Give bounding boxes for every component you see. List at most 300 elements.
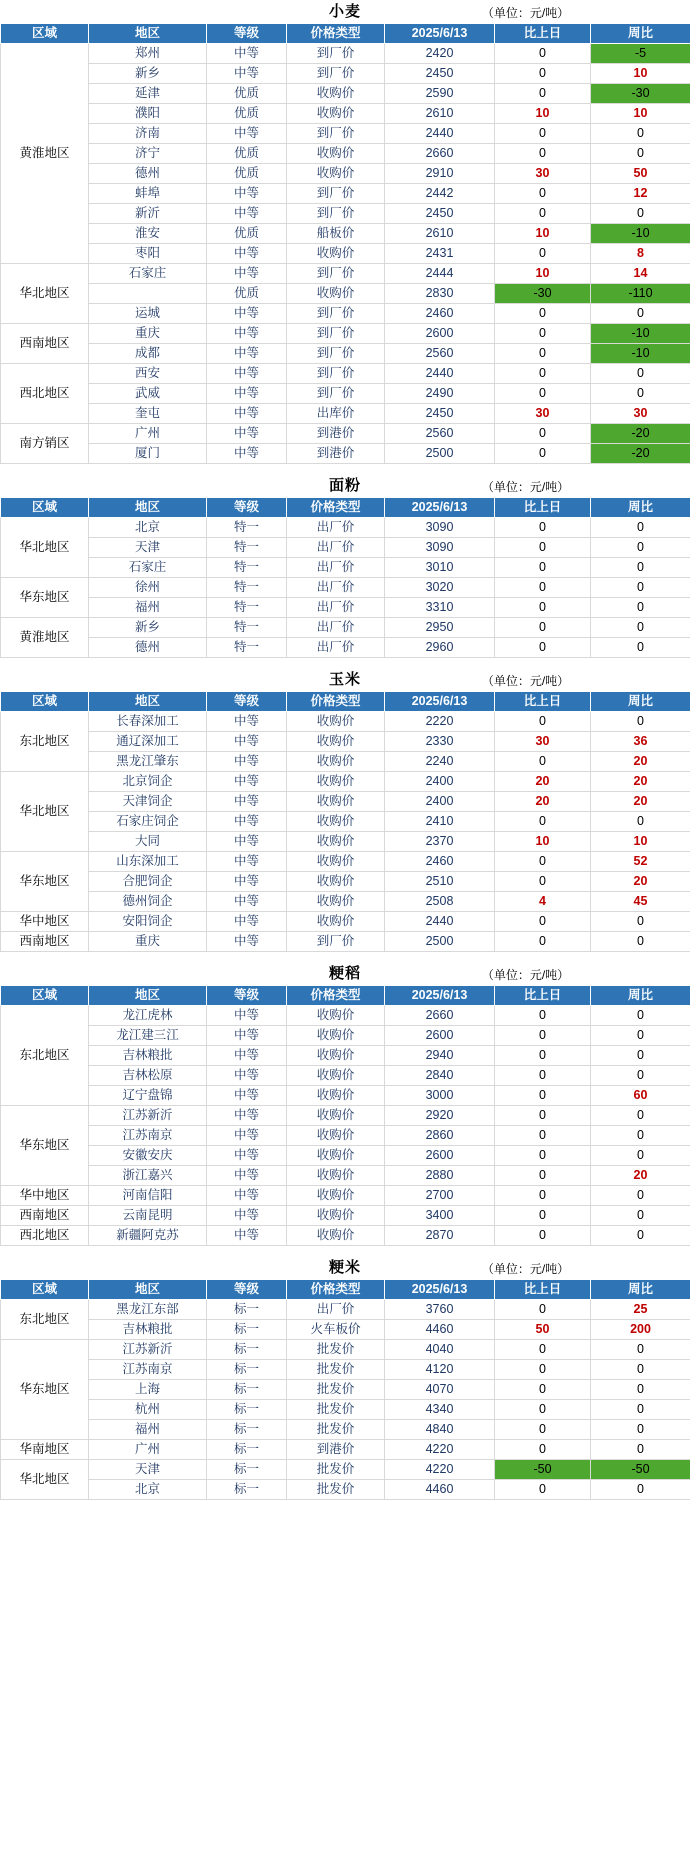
week-change-cell: 0 — [591, 204, 690, 224]
price-cell: 2220 — [385, 712, 495, 732]
grade-cell: 特一 — [207, 578, 287, 598]
place-cell: 枣阳 — [89, 244, 207, 264]
week-change-cell: 0 — [591, 1360, 690, 1380]
grade-cell: 中等 — [207, 872, 287, 892]
price-type-cell: 到厂价 — [287, 124, 385, 144]
table-row — [1, 792, 690, 812]
week-change-cell: 45 — [591, 892, 690, 912]
price-cell: 2610 — [385, 104, 495, 124]
price-cell: 2370 — [385, 832, 495, 852]
unit-label: （单位：元/吨） — [481, 968, 570, 982]
grade-cell: 中等 — [207, 832, 287, 852]
day-change-cell: 0 — [495, 1106, 591, 1126]
table-row — [1, 832, 690, 852]
grade-cell: 中等 — [207, 204, 287, 224]
week-change-cell: 20 — [591, 1166, 690, 1186]
grade-cell: 中等 — [207, 1166, 287, 1186]
column-header: 2025/6/13 — [385, 498, 495, 518]
place-cell: 郑州 — [89, 44, 207, 64]
place-cell — [89, 284, 207, 304]
table-header-row — [1, 692, 690, 712]
price-type-cell: 收购价 — [287, 772, 385, 792]
week-change-cell: 0 — [591, 304, 690, 324]
column-header: 等级 — [207, 692, 287, 712]
place-cell: 天津 — [89, 538, 207, 558]
price-cell: 4340 — [385, 1400, 495, 1420]
table-row — [1, 772, 690, 792]
place-cell: 江苏新沂 — [89, 1106, 207, 1126]
day-change-cell: 10 — [495, 832, 591, 852]
grade-cell: 中等 — [207, 1006, 287, 1026]
place-cell: 德州 — [89, 638, 207, 658]
price-cell: 2660 — [385, 1006, 495, 1026]
grade-cell: 优质 — [207, 104, 287, 124]
price-type-cell: 船板价 — [287, 224, 385, 244]
grade-cell: 特一 — [207, 638, 287, 658]
place-cell: 通辽深加工 — [89, 732, 207, 752]
week-change-cell: 0 — [591, 1146, 690, 1166]
column-header: 周比 — [591, 498, 690, 518]
table-row — [1, 1026, 690, 1046]
day-change-cell: 0 — [495, 518, 591, 538]
week-change-cell: 0 — [591, 578, 690, 598]
table-row — [1, 264, 690, 284]
day-change-cell: 0 — [495, 1300, 591, 1320]
place-cell: 杭州 — [89, 1400, 207, 1420]
price-type-cell: 到厂价 — [287, 184, 385, 204]
day-change-cell: -50 — [495, 1460, 591, 1480]
grade-cell: 特一 — [207, 558, 287, 578]
day-change-cell: 0 — [495, 384, 591, 404]
price-table — [0, 497, 690, 658]
price-cell: 3400 — [385, 1206, 495, 1226]
week-change-cell: -20 — [591, 444, 690, 464]
price-type-cell: 到厂价 — [287, 324, 385, 344]
place-cell: 安阳饲企 — [89, 912, 207, 932]
day-change-cell: 50 — [495, 1320, 591, 1340]
table-title: 面粉 — [329, 477, 362, 494]
table-row — [1, 1086, 690, 1106]
column-header: 周比 — [591, 692, 690, 712]
grade-cell: 中等 — [207, 384, 287, 404]
day-change-cell: 0 — [495, 1046, 591, 1066]
week-change-cell: 0 — [591, 538, 690, 558]
price-cell: 2660 — [385, 144, 495, 164]
table-row — [1, 224, 690, 244]
place-cell: 浙江嘉兴 — [89, 1166, 207, 1186]
day-change-cell: 0 — [495, 1126, 591, 1146]
table-row — [1, 1380, 690, 1400]
day-change-cell: 4 — [495, 892, 591, 912]
week-change-cell: -50 — [591, 1460, 690, 1480]
price-cell: 3090 — [385, 518, 495, 538]
place-cell: 北京 — [89, 1480, 207, 1500]
place-cell: 蚌埠 — [89, 184, 207, 204]
price-cell: 2600 — [385, 324, 495, 344]
week-change-cell: 52 — [591, 852, 690, 872]
grade-cell: 中等 — [207, 852, 287, 872]
table-row — [1, 812, 690, 832]
place-cell: 江苏南京 — [89, 1360, 207, 1380]
place-cell: 龙江虎林 — [89, 1006, 207, 1026]
grade-cell: 标一 — [207, 1440, 287, 1460]
column-header: 2025/6/13 — [385, 692, 495, 712]
table-row — [1, 618, 690, 638]
table-row — [1, 1126, 690, 1146]
week-change-cell: 20 — [591, 872, 690, 892]
day-change-cell: 0 — [495, 852, 591, 872]
table-row — [1, 1400, 690, 1420]
grade-cell: 标一 — [207, 1320, 287, 1340]
week-change-cell: 0 — [591, 1380, 690, 1400]
week-change-cell: -10 — [591, 344, 690, 364]
price-type-cell: 收购价 — [287, 812, 385, 832]
place-cell: 武威 — [89, 384, 207, 404]
week-change-cell: 14 — [591, 264, 690, 284]
price-type-cell: 收购价 — [287, 852, 385, 872]
grade-cell: 优质 — [207, 224, 287, 244]
place-cell: 新乡 — [89, 64, 207, 84]
place-cell: 济南 — [89, 124, 207, 144]
price-cell: 2560 — [385, 424, 495, 444]
grade-cell: 中等 — [207, 1106, 287, 1126]
price-table — [0, 985, 690, 1246]
week-change-cell: 0 — [591, 1026, 690, 1046]
price-cell: 4070 — [385, 1380, 495, 1400]
grade-cell: 中等 — [207, 244, 287, 264]
price-type-cell: 批发价 — [287, 1460, 385, 1480]
day-change-cell: 0 — [495, 1206, 591, 1226]
grade-cell: 中等 — [207, 1046, 287, 1066]
week-change-cell: 0 — [591, 1106, 690, 1126]
day-change-cell: 0 — [495, 304, 591, 324]
table-header-row — [1, 24, 690, 44]
day-change-cell: 0 — [495, 1166, 591, 1186]
week-change-cell: 0 — [591, 638, 690, 658]
place-cell: 龙江建三江 — [89, 1026, 207, 1046]
day-change-cell: 0 — [495, 1340, 591, 1360]
price-type-cell: 到厂价 — [287, 304, 385, 324]
day-change-cell: 0 — [495, 1400, 591, 1420]
week-change-cell: 0 — [591, 364, 690, 384]
place-cell: 新疆阿克苏 — [89, 1226, 207, 1246]
price-type-cell: 到厂价 — [287, 384, 385, 404]
week-change-cell: 0 — [591, 144, 690, 164]
price-type-cell: 收购价 — [287, 1146, 385, 1166]
place-cell: 北京 — [89, 518, 207, 538]
week-change-cell: 0 — [591, 1006, 690, 1026]
grade-cell: 标一 — [207, 1360, 287, 1380]
table-row — [1, 424, 690, 444]
place-cell: 厦门 — [89, 444, 207, 464]
price-type-cell: 收购价 — [287, 1066, 385, 1086]
grade-cell: 标一 — [207, 1480, 287, 1500]
week-change-cell: -10 — [591, 224, 690, 244]
price-type-cell: 收购价 — [287, 284, 385, 304]
price-cell: 4120 — [385, 1360, 495, 1380]
table-row — [1, 284, 690, 304]
column-header: 价格类型 — [287, 1280, 385, 1300]
table-row — [1, 404, 690, 424]
table-row — [1, 712, 690, 732]
table-title: 玉米 — [329, 671, 362, 688]
price-type-cell: 收购价 — [287, 1006, 385, 1026]
table-row — [1, 932, 690, 952]
column-header: 区域 — [1, 1280, 89, 1300]
price-cell: 2431 — [385, 244, 495, 264]
table-title: 粳米 — [329, 1259, 362, 1276]
place-cell: 新沂 — [89, 204, 207, 224]
price-type-cell: 出厂价 — [287, 558, 385, 578]
day-change-cell: 0 — [495, 64, 591, 84]
grade-cell: 标一 — [207, 1340, 287, 1360]
region-cell: 黄淮地区 — [1, 618, 89, 658]
price-cell: 2420 — [385, 44, 495, 64]
place-cell: 福州 — [89, 598, 207, 618]
week-change-cell: 0 — [591, 1226, 690, 1246]
region-cell: 华东地区 — [1, 1340, 89, 1440]
column-header: 周比 — [591, 24, 690, 44]
region-cell: 华东地区 — [1, 1106, 89, 1186]
day-change-cell: 0 — [495, 812, 591, 832]
table-row — [1, 852, 690, 872]
day-change-cell: 0 — [495, 538, 591, 558]
week-change-cell: 50 — [591, 164, 690, 184]
price-cell: 2870 — [385, 1226, 495, 1246]
week-change-cell: 0 — [591, 618, 690, 638]
price-type-cell: 收购价 — [287, 892, 385, 912]
price-type-cell: 批发价 — [287, 1360, 385, 1380]
grade-cell: 特一 — [207, 598, 287, 618]
price-cell: 2400 — [385, 792, 495, 812]
price-type-cell: 收购价 — [287, 1026, 385, 1046]
grade-cell: 中等 — [207, 812, 287, 832]
price-type-cell: 收购价 — [287, 1226, 385, 1246]
grade-cell: 中等 — [207, 772, 287, 792]
price-cell: 4220 — [385, 1460, 495, 1480]
table-row — [1, 64, 690, 84]
price-cell: 2440 — [385, 912, 495, 932]
day-change-cell: 0 — [495, 1146, 591, 1166]
column-header: 2025/6/13 — [385, 24, 495, 44]
week-change-cell: -30 — [591, 84, 690, 104]
place-cell: 广州 — [89, 424, 207, 444]
price-cell: 3760 — [385, 1300, 495, 1320]
grade-cell: 中等 — [207, 364, 287, 384]
day-change-cell: 0 — [495, 1380, 591, 1400]
region-cell: 华北地区 — [1, 772, 89, 852]
day-change-cell: 0 — [495, 324, 591, 344]
column-header: 比上日 — [495, 498, 591, 518]
region-cell: 华北地区 — [1, 1460, 89, 1500]
place-cell: 延津 — [89, 84, 207, 104]
price-type-cell: 收购价 — [287, 792, 385, 812]
week-change-cell: 36 — [591, 732, 690, 752]
place-cell: 西安 — [89, 364, 207, 384]
price-cell: 2400 — [385, 772, 495, 792]
place-cell: 江苏南京 — [89, 1126, 207, 1146]
table-row — [1, 104, 690, 124]
week-change-cell: 0 — [591, 1340, 690, 1360]
price-type-cell: 出厂价 — [287, 598, 385, 618]
place-cell: 云南昆明 — [89, 1206, 207, 1226]
place-cell: 江苏新沂 — [89, 1340, 207, 1360]
place-cell: 奎屯 — [89, 404, 207, 424]
table-row — [1, 638, 690, 658]
price-type-cell: 收购价 — [287, 1106, 385, 1126]
column-header: 周比 — [591, 1280, 690, 1300]
place-cell: 安徽安庆 — [89, 1146, 207, 1166]
table-row — [1, 752, 690, 772]
price-type-cell: 出厂价 — [287, 578, 385, 598]
grade-cell: 中等 — [207, 712, 287, 732]
grade-cell: 中等 — [207, 304, 287, 324]
day-change-cell: 30 — [495, 164, 591, 184]
day-change-cell: 30 — [495, 404, 591, 424]
grade-cell: 中等 — [207, 264, 287, 284]
table-row — [1, 1186, 690, 1206]
grade-cell: 中等 — [207, 1186, 287, 1206]
grade-cell: 优质 — [207, 284, 287, 304]
grade-cell: 中等 — [207, 404, 287, 424]
price-type-cell: 到港价 — [287, 1440, 385, 1460]
table-header-row — [1, 1280, 690, 1300]
column-header: 价格类型 — [287, 498, 385, 518]
day-change-cell: 0 — [495, 184, 591, 204]
price-cell: 2500 — [385, 932, 495, 952]
price-type-cell: 出厂价 — [287, 538, 385, 558]
region-cell: 华中地区 — [1, 1186, 89, 1206]
price-cell: 2700 — [385, 1186, 495, 1206]
table-row — [1, 364, 690, 384]
price-cell: 2600 — [385, 1026, 495, 1046]
day-change-cell: 10 — [495, 104, 591, 124]
grade-cell: 中等 — [207, 1226, 287, 1246]
price-cell: 4840 — [385, 1420, 495, 1440]
price-type-cell: 出厂价 — [287, 1300, 385, 1320]
price-type-cell: 收购价 — [287, 712, 385, 732]
price-type-cell: 出库价 — [287, 404, 385, 424]
grade-cell: 特一 — [207, 538, 287, 558]
table-row — [1, 1440, 690, 1460]
day-change-cell: 0 — [495, 44, 591, 64]
grade-cell: 优质 — [207, 164, 287, 184]
day-change-cell: 0 — [495, 712, 591, 732]
price-cell: 4220 — [385, 1440, 495, 1460]
price-type-cell: 收购价 — [287, 872, 385, 892]
table-row — [1, 538, 690, 558]
week-change-cell: -110 — [591, 284, 690, 304]
price-table — [0, 691, 690, 952]
day-change-cell: 0 — [495, 1186, 591, 1206]
price-cell: 2950 — [385, 618, 495, 638]
day-change-cell: 0 — [495, 932, 591, 952]
place-cell: 河南信阳 — [89, 1186, 207, 1206]
table-title: 小麦 — [329, 3, 362, 20]
table-row — [1, 1480, 690, 1500]
place-cell: 德州 — [89, 164, 207, 184]
price-type-cell: 出厂价 — [287, 638, 385, 658]
price-type-cell: 收购价 — [287, 1186, 385, 1206]
week-change-cell: 0 — [591, 384, 690, 404]
grade-cell: 中等 — [207, 44, 287, 64]
unit-label: （单位：元/吨） — [481, 6, 570, 20]
day-change-cell: 0 — [495, 344, 591, 364]
price-cell: 2910 — [385, 164, 495, 184]
table-row — [1, 84, 690, 104]
table-row — [1, 1006, 690, 1026]
unit-label: （单位：元/吨） — [481, 674, 570, 688]
region-cell: 西南地区 — [1, 932, 89, 952]
price-type-cell: 到厂价 — [287, 204, 385, 224]
week-change-cell: 0 — [591, 1126, 690, 1146]
week-change-cell: 0 — [591, 518, 690, 538]
column-header: 价格类型 — [287, 986, 385, 1006]
table-row — [1, 184, 690, 204]
week-change-cell: 30 — [591, 404, 690, 424]
price-type-cell: 到厂价 — [287, 44, 385, 64]
day-change-cell: 0 — [495, 1440, 591, 1460]
place-cell: 新乡 — [89, 618, 207, 638]
region-cell: 东北地区 — [1, 1006, 89, 1106]
place-cell: 山东深加工 — [89, 852, 207, 872]
place-cell: 北京饲企 — [89, 772, 207, 792]
grade-cell: 中等 — [207, 344, 287, 364]
day-change-cell: 0 — [495, 84, 591, 104]
day-change-cell: 0 — [495, 1360, 591, 1380]
price-cell: 2440 — [385, 124, 495, 144]
day-change-cell: 0 — [495, 578, 591, 598]
price-type-cell: 批发价 — [287, 1480, 385, 1500]
table-row — [1, 578, 690, 598]
day-change-cell: 0 — [495, 424, 591, 444]
week-change-cell: 0 — [591, 558, 690, 578]
region-cell: 西北地区 — [1, 1226, 89, 1246]
price-cell: 2240 — [385, 752, 495, 772]
price-type-cell: 出厂价 — [287, 518, 385, 538]
grade-cell: 优质 — [207, 84, 287, 104]
price-type-cell: 到港价 — [287, 424, 385, 444]
day-change-cell: -30 — [495, 284, 591, 304]
week-change-cell: 0 — [591, 1206, 690, 1226]
column-header: 地区 — [89, 692, 207, 712]
price-cell: 2508 — [385, 892, 495, 912]
grade-cell: 标一 — [207, 1300, 287, 1320]
price-type-cell: 收购价 — [287, 1046, 385, 1066]
region-cell: 西北地区 — [1, 364, 89, 424]
price-cell: 2560 — [385, 344, 495, 364]
place-cell: 吉林松原 — [89, 1066, 207, 1086]
table-row — [1, 164, 690, 184]
week-change-cell: 20 — [591, 752, 690, 772]
price-type-cell: 火车板价 — [287, 1320, 385, 1340]
day-change-cell: 0 — [495, 244, 591, 264]
price-type-cell: 到厂价 — [287, 264, 385, 284]
table-row — [1, 1206, 690, 1226]
place-cell: 成都 — [89, 344, 207, 364]
price-table-block — [0, 474, 690, 658]
grade-cell: 中等 — [207, 1206, 287, 1226]
price-type-cell: 收购价 — [287, 752, 385, 772]
grade-cell: 中等 — [207, 892, 287, 912]
grade-cell: 标一 — [207, 1460, 287, 1480]
grade-cell: 中等 — [207, 324, 287, 344]
place-cell: 吉林粮批 — [89, 1320, 207, 1340]
column-header: 比上日 — [495, 692, 591, 712]
grade-cell: 标一 — [207, 1380, 287, 1400]
week-change-cell: 20 — [591, 792, 690, 812]
price-cell: 2460 — [385, 852, 495, 872]
